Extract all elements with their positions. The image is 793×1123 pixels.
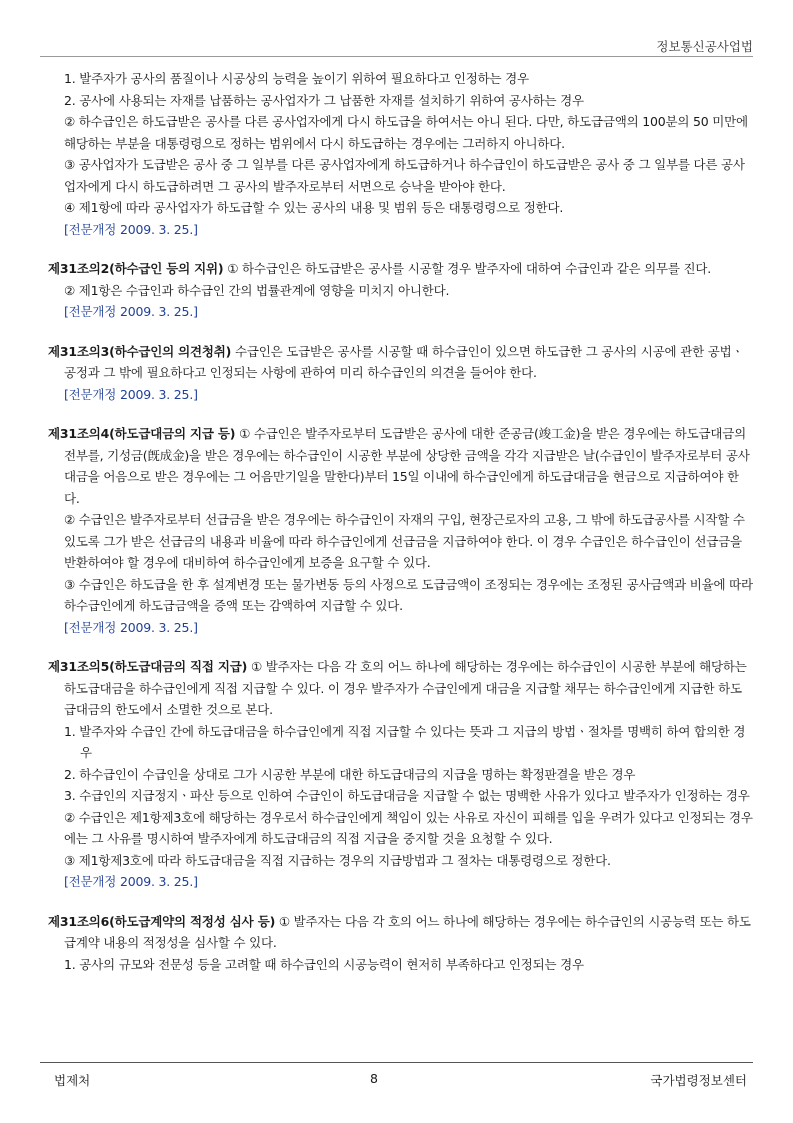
article-main-paragraph xyxy=(48,911,753,954)
sub-paragraph: ③ 수급인은 하도급을 한 후 설계변경 또는 물가변동 등의 사정으로 도급금액이 조정되는 경우에는 조정된 공사금액과 비율에 따라 하수급인에게 하도급금액을 증액 또는 감액하여 지급할 수 있다. xyxy=(64,576,753,613)
article-main-paragraph xyxy=(48,258,753,280)
article-block xyxy=(48,423,753,638)
sub-paragraph: ② 수급인은 발주자로부터 선급금을 받은 경우에는 하수급인이 자재의 구입, 현장근로자의 고용, 그 밖에 하도급공사를 시작할 수 있도록 그가 받은 선급금의 내용과 비율에 따라 하수급인에게 선급금을 지급하여야 한다. 이 경우 수급인은 하수급인이 선급금을 반환하여야 할 경우에 대비하여 하수급인에게 보증을 요구할 수 있다. xyxy=(64,512,745,570)
article-block xyxy=(48,341,753,406)
footer-source: 법제처 xyxy=(54,1073,91,1088)
footer-publisher: 국가법령정보센터 xyxy=(650,1073,747,1088)
article-title: 제31조의2(하수급인 등의 지위) xyxy=(48,261,224,276)
document-body xyxy=(48,68,753,993)
article-main-text: 수급인은 도급받은 공사를 시공할 때 하수급인이 있으면 하도급한 그 공사의 시공에 관한 공법ㆍ공정과 그 밖에 필요하다고 인정되는 사항에 관하여 미리 하수급인의 의견을 들어야 한다. xyxy=(64,343,744,380)
footer-rule xyxy=(40,1062,753,1063)
numbered-item: 1. 발주자와 수급인 간에 하도급대금을 하수급인에게 직접 지급할 수 있다는 뜻과 그 지급의 방법ㆍ절차를 명백히 하여 합의한 경우 xyxy=(64,723,746,760)
numbered-item: 2. 공사에 사용되는 자재를 납품하는 공사업자가 그 납품한 자재를 설치하기 위하여 공사하는 경우 xyxy=(64,92,584,108)
numbered-item: 3. 수급인의 지급정지ㆍ파산 등으로 인하여 수급인이 하도급대금을 지급할 수 없는 명백한 사유가 있다고 발주자가 인정하는 경우 xyxy=(64,788,750,803)
header-rule xyxy=(40,56,753,57)
article-title: 제31조의4(하도급대금의 지급 등) xyxy=(48,426,236,441)
numbered-item: 1. 공사의 규모와 전문성 등을 고려할 때 하수급인의 시공능력이 현저히 부족하다고 인정되는 경우 xyxy=(64,956,584,972)
article-main-paragraph xyxy=(48,656,753,721)
sub-paragraph: ④ 제1항에 따라 공사업자가 하도급할 수 있는 공사의 내용 및 범위 등은 대통령령으로 정한다. xyxy=(64,200,564,215)
article-title: 제31조의5(하도급대금의 직접 지급) xyxy=(48,659,248,674)
article-title: 제31조의3(하수급인의 의견청취) xyxy=(48,343,232,359)
article-main-paragraph xyxy=(48,341,753,384)
article-main-text: ① 발주자는 다음 각 호의 어느 하나에 해당하는 경우에는 하수급인의 시공능력 또는 하도급계약 내용의 적정성을 심사할 수 있다. xyxy=(64,913,751,950)
article-title: 제31조의6(하도급계약의 적정성 심사 등) xyxy=(48,913,276,929)
amendment-note: [전문개정 2009. 3. 25.] xyxy=(64,619,198,635)
page-number: 8 xyxy=(370,1071,378,1086)
sub-paragraph: ③ 제1항제3호에 따라 하도급대금을 직접 지급하는 경우의 지급방법과 그 절차는 대통령령으로 정한다. xyxy=(64,852,611,868)
article-block xyxy=(48,68,753,240)
article-main-text: ① 발주자는 다음 각 호의 어느 하나에 해당하는 경우에는 하수급인이 시공한 부분에 해당하는 하도급대금을 하수급인에게 직접 지급할 수 있다. 이 경우 발주자가 수급인에게 대금을 지급할 채무는 하수급인에게 지급한 하도급대금의 한도에서 소멸한 것으로 본다. xyxy=(64,659,747,717)
article-block xyxy=(48,911,753,976)
article-main-paragraph xyxy=(48,423,753,509)
amendment-note: [전문개정 2009. 3. 25.] xyxy=(64,874,198,889)
amendment-note: [전문개정 2009. 3. 25.] xyxy=(64,386,198,402)
article-block xyxy=(48,258,753,323)
numbered-item: 1. 발주자가 공사의 품질이나 시공상의 능력을 높이기 위하여 필요하다고 인정하는 경우 xyxy=(64,71,529,86)
amendment-note: [전문개정 2009. 3. 25.] xyxy=(64,221,198,237)
page-header-title: 정보통신공사업법 xyxy=(656,39,753,54)
sub-paragraph: ② 제1항은 수급인과 하수급인 간의 법률관계에 영향을 미치지 아니한다. xyxy=(64,282,450,298)
article-block xyxy=(48,656,753,893)
sub-paragraph: ③ 공사업자가 도급받은 공사 중 그 일부를 다른 공사업자에게 하도급하거나 하수급인이 하도급받은 공사 중 그 일부를 다른 공사업자에게 다시 하도급하려면 그 공사의 발주자로부터 서면으로 승낙을 받아야 한다. xyxy=(64,157,745,194)
numbered-item: 2. 하수급인이 수급인을 상대로 그가 시공한 부분에 대한 하도급대금의 지급을 명하는 확정판결을 받은 경우 xyxy=(64,766,636,782)
sub-paragraph: ② 하수급인은 하도급받은 공사를 다른 공사업자에게 다시 하도급을 하여서는 아니 된다. 다만, 하도급금액의 100분의 50 미만에 해당하는 부분을 대통령령으로 정하는 범위에서 다시 하도급하는 경우에는 그러하지 아니하다. xyxy=(64,114,748,151)
sub-paragraph: ② 수급인은 제1항제3호에 해당하는 경우로서 하수급인에게 책임이 있는 사유로 자신이 피해를 입을 우려가 있다고 인정되는 경우에는 그 사유를 명시하여 발주자에게 하도급대금의 직접 지급을 중지할 것을 요청할 수 있다. xyxy=(64,809,753,846)
amendment-note: [전문개정 2009. 3. 25.] xyxy=(64,304,198,319)
article-main-text: ① 하수급인은 하도급받은 공사를 시공할 경우 발주자에 대하여 수급인과 같은 의무를 진다. xyxy=(223,261,712,276)
article-main-text: ① 수급인은 발주자로부터 도급받은 공사에 대한 준공금(竣工金)을 받은 경우에는 하도급대금의 전부를, 기성금(旣成金)을 받은 경우에는 하수급인이 시공한 부분에 상당한 금액을 각각 지급받은 날(수급인이 발주자로부터 공사대금을 어음으로 받은 경우에는 그 어음만기일을 말한다)부터 15일 이내에 하수급인에게 하도급대금을 현금으로 지급하여야 한다. xyxy=(64,426,750,506)
